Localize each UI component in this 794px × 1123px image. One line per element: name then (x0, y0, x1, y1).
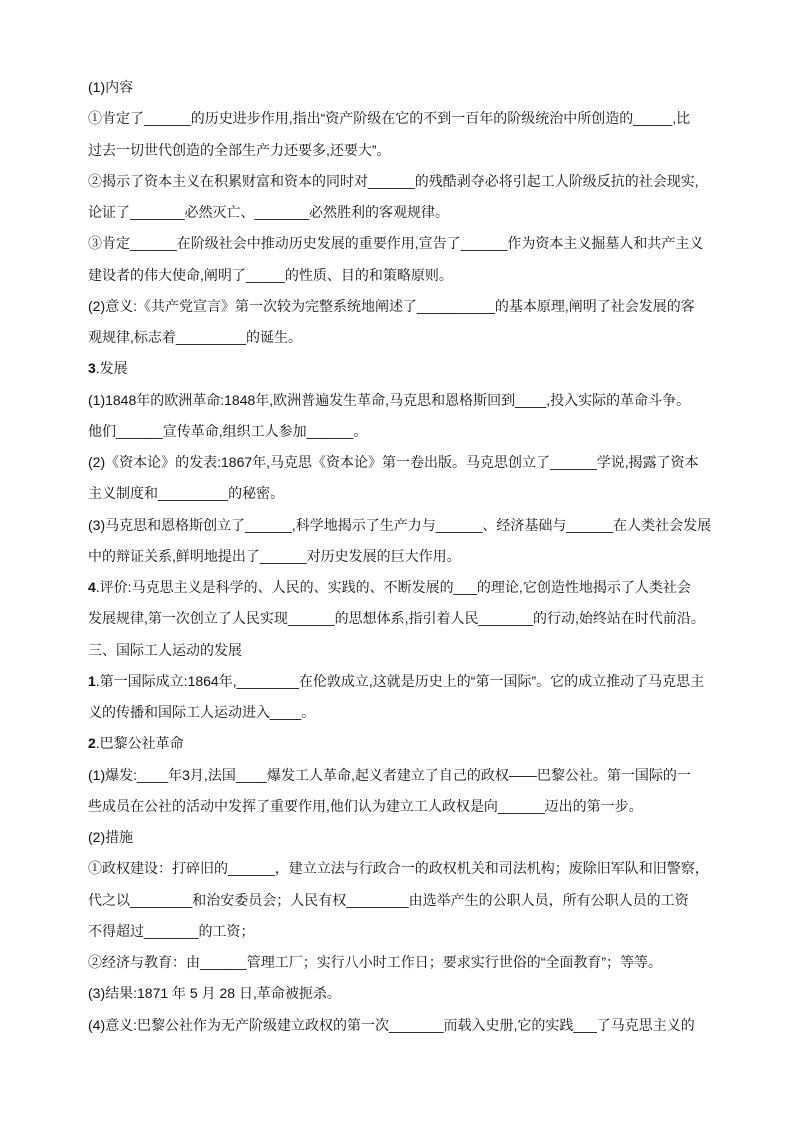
text-line: (4)意义:巴黎公社作为无产阶级建立政权的第一次_______而载入史册,它的实践___了马克思主义的 (88, 1016, 695, 1033)
text-line: (1)爆发:____年3月,法国____爆发工人革命,起义者建立了自己的政权——巴黎公社。第一国际的一 (88, 766, 691, 783)
text-line: ①政权建设：打碎旧的______，建立立法与行政合一的政权机关和司法机构；废除旧军队和旧警察， (88, 860, 709, 877)
text-line: (2)《资本论》的发表:1867年,马克思《资本论》第一卷出版。马克思创立了______学说,揭露了资本 (88, 454, 699, 470)
heading-number: 1 (88, 672, 96, 689)
text-line: (2)意义:《共产党宣言》第一次较为完整系统地阐述了__________的基本原理,阐明了社会发展的客 (88, 297, 695, 314)
text-line: (3)马克思和恩格斯创立了______,科学地揭示了生产力与______、经济基础与______在人类社会发展 (88, 516, 712, 533)
text-line: 些成员在公社的活动中发挥了重要作用,他们认为建立工人政权是向______迈出的第一步。 (88, 797, 643, 814)
text-line: 不得超过_______的工资； (88, 922, 255, 939)
text-line: 建设者的伟大使命,阐明了_____的性质、目的和策略原则。 (88, 266, 453, 283)
text-line: 义的传播和国际工人运动进入____。 (88, 704, 316, 720)
text-line: 论证了_______必然灭亡、_______必然胜利的客观规律。 (88, 204, 450, 220)
text-line: (1)1848年的欧洲革命:1848年,欧洲普遍发生革命,马克思和恩格斯回到____,投入实际的革命斗争。 (88, 391, 691, 408)
heading-text: .巴黎公社革命 (95, 735, 184, 752)
text-line: ②揭示了资本主义在积累财富和资本的同时对______的残酷剥夺必将引起工人阶级反抗的社会现实, (88, 172, 699, 189)
text-line: ②经济与教育：由______管理工厂；实行八小时工作日；要求实行世俗的“全面教育”；等等。 (88, 954, 663, 970)
text-line: 代之以________和治安委员会；人民有权________由选举产生的公职人员，所有公职人员的工资 (88, 891, 689, 908)
text-line: (3)结果:1871 年 5 月 28 日,革命被扼杀。 (88, 985, 341, 1002)
heading-number: 2 (88, 735, 96, 752)
text-line: 观规律,标志着_________的诞生。 (88, 329, 302, 345)
numbered-heading (88, 728, 700, 759)
heading-text: .发展 (95, 360, 128, 377)
text-line: 主义制度和_________的秘密。 (88, 485, 285, 502)
section-heading: 三、国际工人运动的发展 (88, 641, 242, 658)
text-line: ①肯定了______的历史进步作用,指出“资产阶级在它的不到一百年的阶级统治中所创造的_____,比 (88, 110, 691, 127)
numbered-heading (88, 572, 700, 603)
subsection-heading: (2)措施 (88, 829, 134, 845)
numbered-heading (88, 666, 705, 697)
heading-number: 3 (88, 360, 96, 377)
text-line: 发展规律,第一次创立了人民实现______的思想体系,指引着人民_______的行动,始终站在时代前沿。 (88, 610, 705, 627)
text-line: 过去一切世代创造的全部生产力还要多,还要大”。 (88, 141, 391, 158)
text-line: 他们______宣传革命,组织工人参加______。 (88, 422, 368, 439)
heading-number: 4 (88, 579, 96, 595)
subsection-heading: (1)内容 (88, 79, 134, 95)
text-line: 中的辩证关系,鲜明地提出了______对历史发展的巨大作用。 (88, 547, 461, 564)
worksheet-body (88, 72, 712, 1041)
numbered-heading (88, 353, 700, 384)
heading-text: .第一国际成立:1864年,________在伦敦成立,这就是历史上的“第一国际”。它的成立推动了马克思主 (95, 672, 705, 689)
text-line: ③肯定______在阶级社会中推动历史发展的重要作用,宣告了______作为资本主义掘墓人和共产主义 (88, 235, 704, 252)
heading-text: .评价:马克思主义是科学的、人民的、实践的、不断发展的___的理论,它创造性地揭示了人类社会 (95, 579, 691, 595)
